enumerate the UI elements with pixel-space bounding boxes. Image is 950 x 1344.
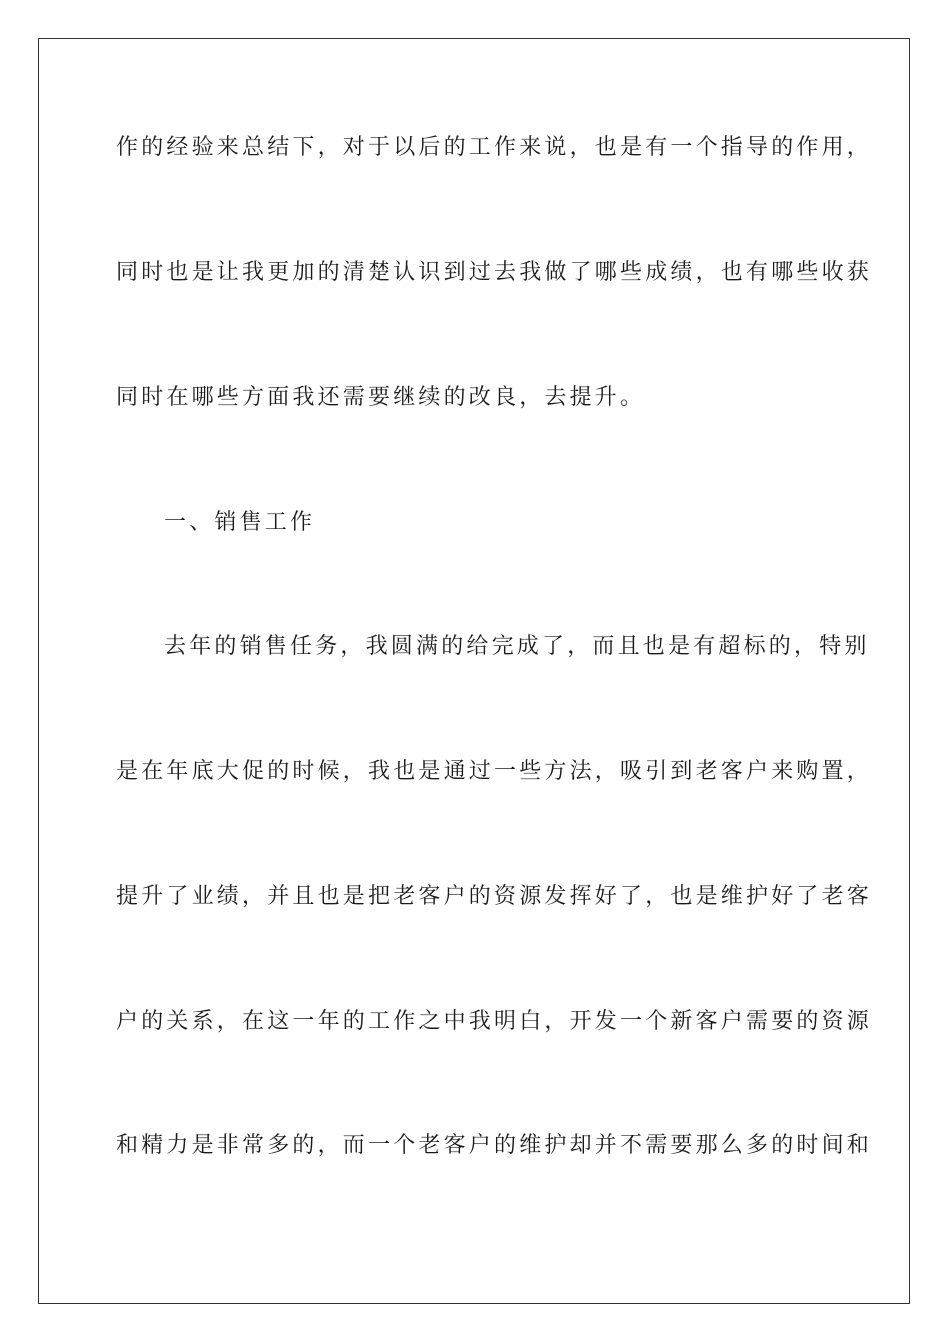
paragraph-line: 提升了业绩，并且也是把老客户的资源发挥好了，也是维护好了老客 xyxy=(116,884,873,909)
paragraph-line: 和精力是非常多的，而一个老客户的维护却并不需要那么多的时间和 xyxy=(116,1133,873,1158)
section-heading: 一、销售工作 xyxy=(164,510,316,535)
paragraph-line: 去年的销售任务，我圆满的给完成了，而且也是有超标的，特别 xyxy=(164,634,870,659)
paragraph-line: 同时在哪些方面我还需要继续的改良，去提升。 xyxy=(116,385,646,410)
page-border xyxy=(38,38,910,1304)
paragraph-line: 作的经验来总结下，对于以后的工作来说，也是有一个指导的作用， xyxy=(116,135,873,160)
paragraph-line: 是在年底大促的时候，我也是通过一些方法，吸引到老客户来购置， xyxy=(116,759,873,784)
paragraph-line: 户的关系，在这一年的工作之中我明白，开发一个新客户需要的资源 xyxy=(116,1009,873,1034)
paragraph-line: 同时也是让我更加的清楚认识到过去我做了哪些成绩，也有哪些收获 xyxy=(116,260,873,285)
